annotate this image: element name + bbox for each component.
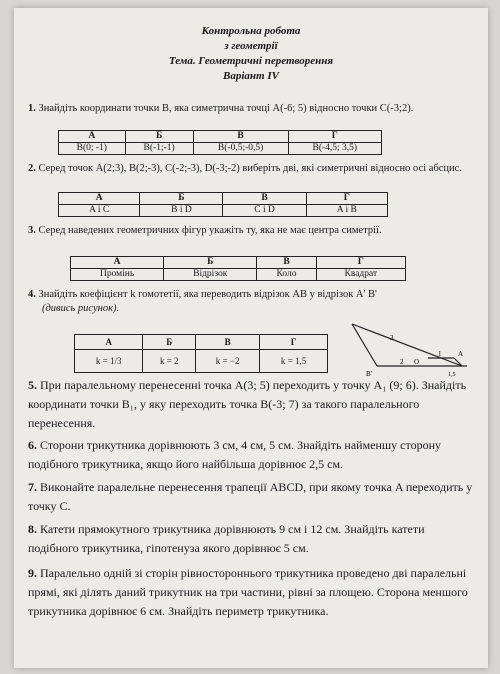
figure-label: 2 [400,358,404,366]
worksheet-header [14,24,488,84]
q4-answer-table [74,334,328,373]
question-note: (дивись рисунок). [42,303,120,314]
answer-letter: В [193,131,288,143]
worksheet-page [14,8,488,668]
question-number: 5. [28,378,37,392]
answer-value: B і D [140,205,223,217]
question-number: 9. [28,566,37,580]
answer-letter: В [196,335,260,350]
question-9 [28,564,478,621]
question-text: Знайдіть координати точки B, яка симетрична точці A(-6; 5) відносно точки C(-3;2). [38,103,414,114]
answer-letter: Г [288,131,381,143]
answer-value: Коло [257,269,316,281]
figure-label: 1,5 [448,372,456,378]
answer-value: Відрізок [164,269,257,281]
question-number: 7. [28,480,37,494]
q3-answer-table [70,256,406,281]
answer-value: B(-0,5;-0,5) [193,143,288,155]
question-8 [28,520,478,558]
question-2 [28,162,478,176]
answer-letter: Б [140,193,223,205]
answer-letter: Б [143,335,196,350]
question-1 [28,102,478,116]
answer-letter: А [71,257,164,269]
answer-value: C і D [223,205,306,217]
header-subject: з геометрії [224,40,278,52]
question-4 [28,288,468,316]
question-number: 4. [28,289,36,300]
answer-letter: В [223,193,306,205]
question-text: Виконайте паралельне перенесення трапеції ABCD, при якому точка A переходить у точку C. [28,480,473,513]
answer-letter: Б [125,131,193,143]
header-title: Контрольна робота [201,25,301,37]
q1-answer-table [58,130,382,155]
answer-value: A і B [306,205,387,217]
question-text: Серед наведених геометричних фігур укажіть ту, яка не має центра симетрії. [38,225,382,236]
figure-line [352,324,377,366]
figure-label: B' [366,370,372,378]
question-3 [28,224,478,238]
question-number: 6. [28,438,37,452]
header-topic: Тема. Геометричні перетворення [168,55,334,67]
question-number: 1. [28,103,36,114]
answer-value: B(-1;-1) [125,143,193,155]
question-text: Катети прямокутного трикутника дорівнюють 9 см і 12 см. Знайдіть катети подібного трикутника, гіпотенуза якого дорівнює 5 см. [28,522,425,555]
question-text: Знайдіть коефіцієнт k гомотетії, яка переводить відрізок AB у відрізок A' B' [38,289,377,300]
answer-value: k = 1,5 [260,350,328,373]
answer-letter: Г [316,257,405,269]
answer-value: B(-4,5; 3,5) [288,143,381,155]
answer-value: k = 2 [143,350,196,373]
question-6 [28,436,478,474]
question-text: Серед точок A(2;3), B(2;-3), C(-2;-3), D(-3;-2) виберіть дві, які симетричні відносно осі абсцис. [38,163,462,174]
question-text: Сторони трикутника дорівнюють 3 см, 4 см, 5 см. Знайдіть найменшу сторону подібного трикутника, якщо його найбільша дорівнює 2,5 см. [28,438,442,471]
question-7 [28,478,478,516]
figure-line [352,324,462,366]
answer-letter: Б [164,257,257,269]
q2-answer-table [58,192,388,217]
answer-value: B(0; -1) [59,143,126,155]
figure-label: 3 [390,334,394,342]
figure-label: 1 [438,350,442,358]
question-5 [28,376,478,433]
answer-value: A і C [59,205,140,217]
question-text: Паралельно одній зі сторін рівностороннього трикутника проведено дві паралельні прямі, які ділять даний трикутник на три частини, рівні за площею. Сторона меншого трикутника дорівнює 6 см. Знайдіть периметр трикутника. [28,566,468,618]
answer-letter: А [75,335,143,350]
answer-letter: В [257,257,316,269]
answer-letter: А [59,131,126,143]
question-number: 8. [28,522,37,536]
header-variant: Варіант IV [223,70,279,82]
answer-letter: А [59,193,140,205]
question-number: 3. [28,225,36,236]
homothety-figure [342,316,472,380]
figure-label: A [458,350,464,358]
answer-value: k = −2 [196,350,260,373]
question-text: При паралельному перенесенні точка A(3; 5) переходить у точку A₁ (9; 6). Знайдіть координати точки B₁, у яку переходить точка B(-3; 7) за такого паралельного перенесення. [28,378,467,430]
answer-value: Квадрат [316,269,405,281]
question-number: 2. [28,163,36,174]
answer-letter: Г [260,335,328,350]
answer-value: k = 1/3 [75,350,143,373]
answer-letter: Г [306,193,387,205]
answer-value: Промінь [71,269,164,281]
figure-label: O [414,358,420,366]
